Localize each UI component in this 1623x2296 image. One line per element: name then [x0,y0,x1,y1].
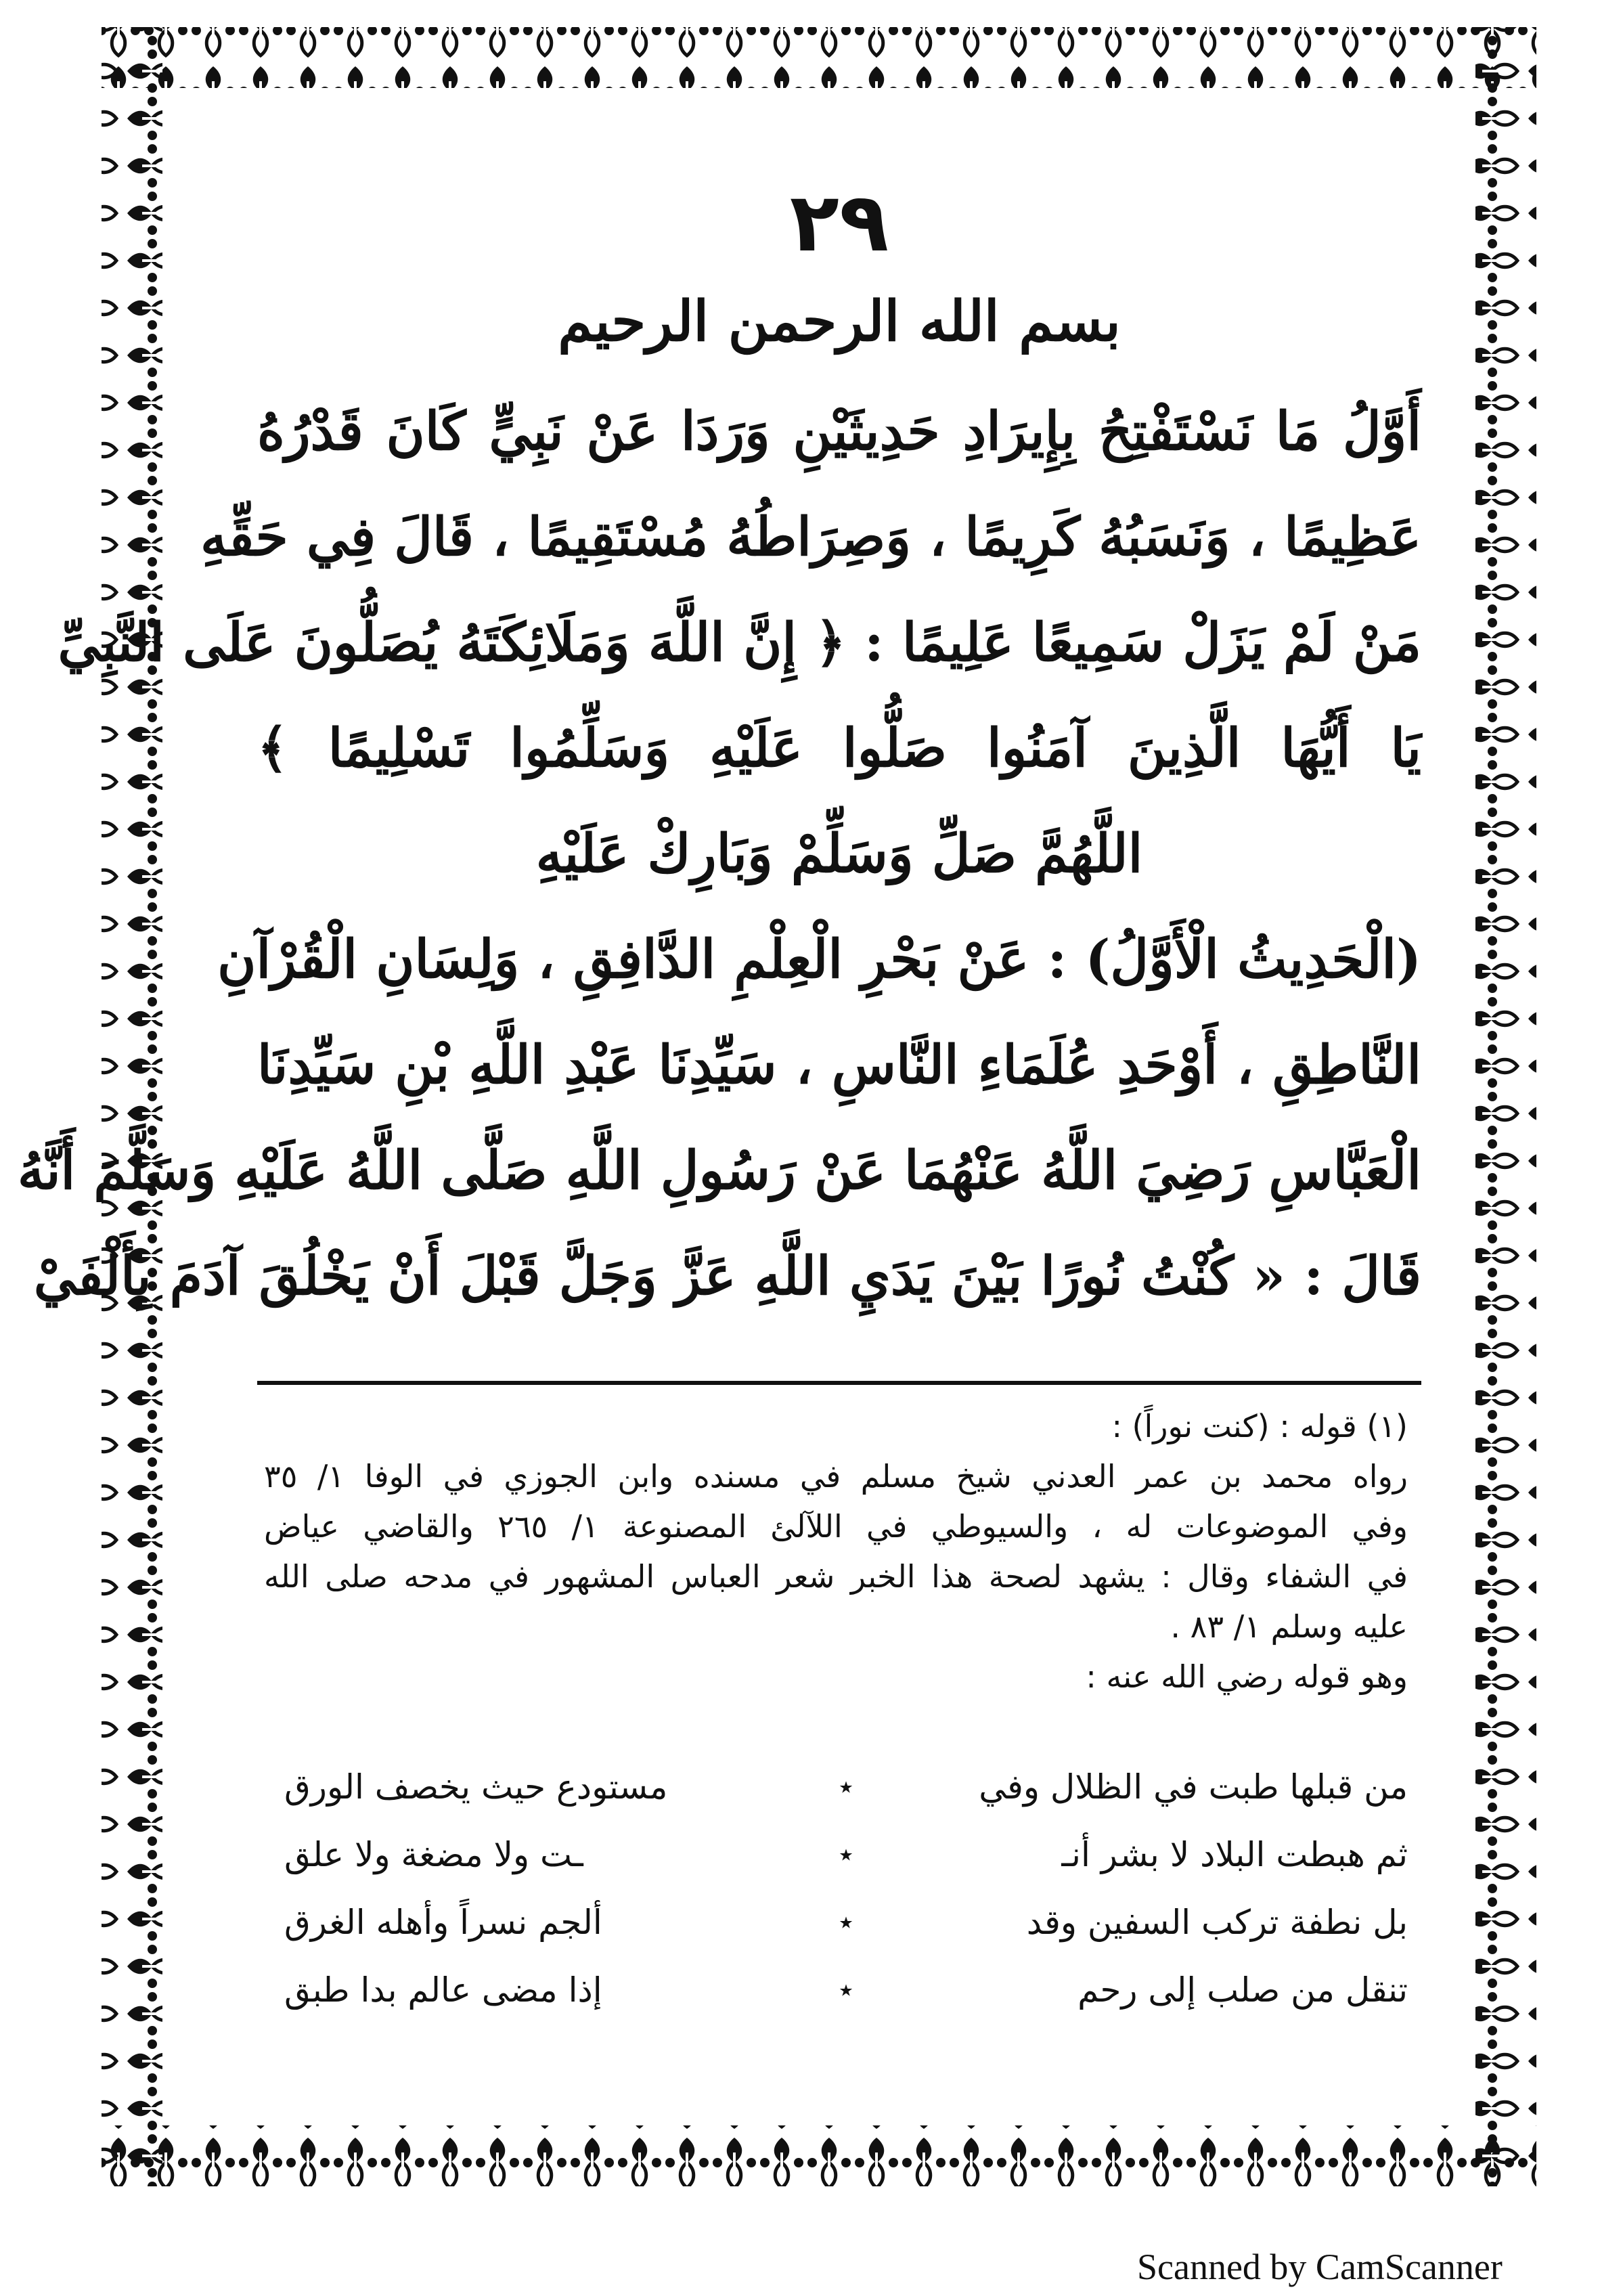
text-line: النَّاطِقِ ، أَوْحَدِ عُلَمَاءِ النَّاسِ ، سَيِّدِنَا عَبْدِ اللَّهِ بْنِ سَيِّدِنَا [257,1034,1421,1096]
page-content [18,162,1421,2098]
poem-verse [257,1956,1421,2024]
text-line: قَالَ : « كُنْتُ نُورًا بَيْنَ يَدَيِ اللَّهِ عَزَّ وَجَلَّ قَبْلَ أَنْ يَخْلُقَ آدَمَ بِأَلْفَيْ [33,1245,1421,1307]
main-text [18,379,1421,1329]
text-line: أَوَّلُ مَا نَسْتَفْتِحُ بِإِيرَادِ حَدِيثَيْنِ وَرَدَا عَنْ نَبِيٍّ كَانَ قَدْرُهُ [257,401,1421,462]
verse-first-hemistich: من قبلها طبت في الظلال وفي [979,1767,1408,1807]
verse-second-hemistich: إذا مضى عالم بدا طبق [284,1970,602,2010]
text-line: يَا أَيُّهَا الَّذِينَ آمَنُوا صَلُّوا عَلَيْهِ وَسَلِّمُوا تَسْلِيمًا ﴾ [257,718,1421,779]
text-line: مَنْ لَمْ يَزَلْ سَمِيعًا عَلِيمًا : ﴿ إِنَّ اللَّهَ وَمَلَائِكَتَهُ يُصَلُّونَ عَلَى النَّبِيِّ [58,612,1421,674]
text-line: (الْحَدِيثُ الْأَوَّلُ) : عَنْ بَحْرِ الْعِلْمِ الدَّافِقِ ، وَلِسَانِ الْقُرْآنِ [217,929,1421,990]
text-line: عَظِيمًا ، وَنَسَبُهُ كَرِيمًا ، وَصِرَاطُهُ مُسْتَقِيمًا ، قَالَ فِي حَقِّهِ [200,506,1421,568]
verse-second-hemistich: ـت ولا مضغة ولا علق [284,1835,583,1874]
text-line: الْعَبَّاسِ رَضِيَ اللَّهُ عَنْهُمَا عَنْ رَسُولِ اللَّهِ صَلَّى اللَّهُ عَلَيْهِ وَسَلَّمَ أَنَّهُ [18,1140,1421,1201]
footnotes [264,1401,1408,1702]
verse-separator: ٭ [839,1974,853,2006]
footnote-line: وهو قوله رضي الله عنه : [1086,1658,1408,1695]
verse-separator: ٭ [839,1839,853,1870]
poem-verse [257,1889,1421,1956]
verse-separator: ٭ [839,1771,853,1803]
verse-first-hemistich: بل نطفة تركب السفين وقد [1026,1903,1408,1942]
footnote-line: في الشفاء وقال : يشهد لصحة هذا الخبر شعر العباس المشهور في مدحه صلى الله [264,1558,1408,1595]
camscanner-watermark: Scanned by CamScanner [1137,2247,1503,2287]
footnote-divider [257,1381,1421,1385]
verse-separator: ٭ [839,1907,853,1938]
page-number: ٢٩ [789,176,889,270]
footnote-line: رواه محمد بن عمر العدني شيخ مسلم في مسنده وابن الجوزي في الوفا ١/ ٣٥ [264,1458,1408,1495]
footnote-line: عليه وسلم ١/ ٨٣ . [1170,1608,1408,1645]
footnote-heading: (١) قوله : (كنت نوراً) : [1111,1408,1408,1444]
salawat-line: اللَّهُمَّ صَلِّ وَسَلِّمْ وَبَارِكْ عَلَيْهِ [535,823,1143,885]
basmala-heading: بسم الله الرحمن الرحيم [558,289,1121,354]
verse-first-hemistich: ثم هبطت البلاد لا بشر أنـ [1061,1835,1408,1874]
verse-second-hemistich: ألجم نسراً وأهله الغرق [284,1903,602,1942]
poem [257,1753,1421,2024]
footnote-line: وفي الموضوعات له ، والسيوطي في اللآلئ المصنوعة ١/ ٢٦٥ والقاضي عياض [264,1508,1408,1545]
poem-verse [257,1753,1421,1821]
verse-second-hemistich: مستودع حيث يخصف الورق [284,1767,668,1807]
poem-verse [257,1821,1421,1889]
verse-first-hemistich: تنقل من صلب إلى رحم [1077,1970,1408,2010]
